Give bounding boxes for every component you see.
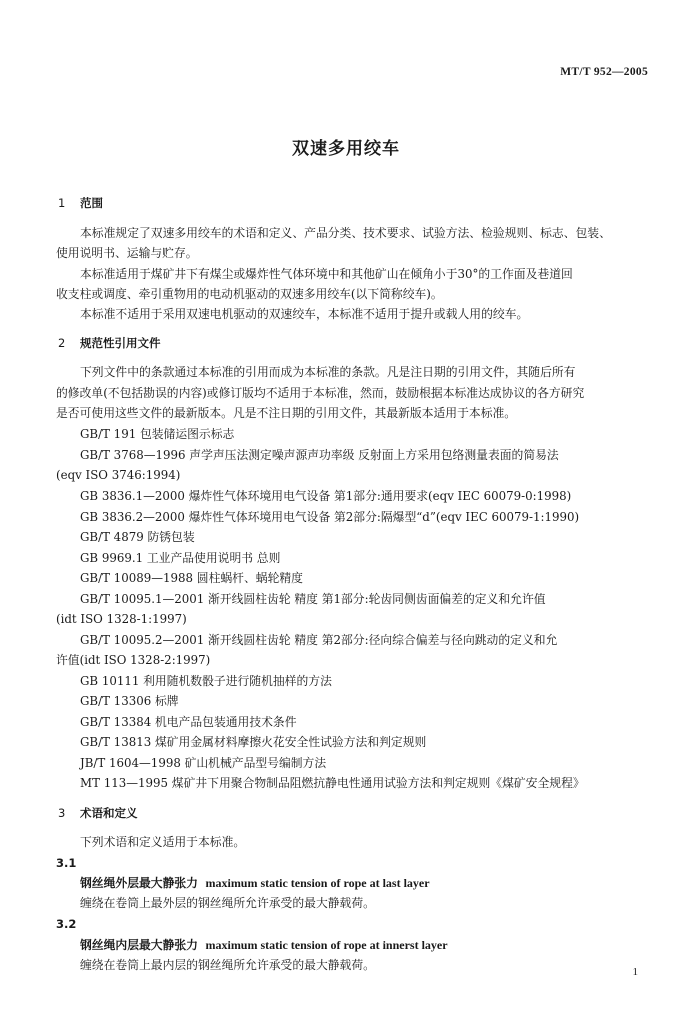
reference-item: GB/T 13384 机电产品包装通用技术条件 [80, 715, 297, 729]
section-title: 规范性引用文件 [80, 336, 161, 350]
paragraph-line: 的修改单(不包括勘误的内容)或修订版均不适用于本标准，然而，鼓励根据本标准达成协议的各方研究 [56, 386, 585, 400]
section-number: 2 [58, 336, 66, 350]
reference-item: GB/T 4879 防锈包装 [80, 530, 195, 544]
page-number: 1 [632, 966, 638, 978]
paragraph-line: 本标准适用于煤矿井下有煤尘或爆炸性气体环境中和其他矿山在倾角小于30°的工作面及巷道回 [80, 267, 573, 281]
standard-code: MT/T 952—2005 [560, 66, 648, 78]
term-definition: 缠绕在卷筒上最内层的钢丝绳所允许承受的最大静载荷。 [80, 958, 375, 972]
reference-item: GB/T 191 包装储运图示标志 [80, 427, 235, 441]
document-title: 双速多用绞车 [292, 139, 400, 159]
section-2-heading [58, 336, 161, 350]
paragraph-line: 本标准规定了双速多用绞车的术语和定义、产品分类、技术要求、试验方法、检验规则、标志、包装、 [80, 226, 611, 240]
section-title: 术语和定义 [80, 806, 138, 820]
section-number: 1 [58, 196, 66, 210]
reference-item: GB/T 13306 标牌 [80, 694, 179, 708]
paragraph-line: 收支柱或调度、牵引重物用的电动机驱动的双速多用绞车(以下简称绞车)。 [56, 287, 443, 301]
reference-item-continuation: (idt ISO 1328-1:1997) [56, 612, 187, 626]
section-1-heading [58, 196, 103, 210]
term-name-zh: 钢丝绳外层最大静张力 [80, 876, 198, 890]
term-definition: 缠绕在卷筒上最外层的钢丝绳所允许承受的最大静载荷。 [80, 896, 375, 910]
reference-item: GB 10111 利用随机数骰子进行随机抽样的方法 [80, 674, 332, 688]
reference-item: GB/T 10089—1988 圆柱蜗杆、蜗轮精度 [80, 571, 303, 585]
paragraph-line: 下列文件中的条款通过本标准的引用而成为本标准的条款。凡是注日期的引用文件，其随后所有 [80, 365, 576, 379]
term-heading [80, 876, 430, 890]
paragraph-line: 本标准不适用于采用双速电机驱动的双速绞车，本标准不适用于提升或载人用的绞车。 [80, 307, 529, 321]
reference-item: JB/T 1604—1998 矿山机械产品型号编制方法 [80, 756, 327, 770]
section-title: 范围 [80, 196, 103, 210]
term-number: 3.2 [56, 917, 77, 931]
reference-item-continuation: 许值(idt ISO 1328-2:1997) [56, 653, 211, 667]
term-name-zh: 钢丝绳内层最大静张力 [80, 938, 198, 952]
reference-item: GB/T 10095.2—2001 渐开线圆柱齿轮 精度 第2部分:径向综合偏差与径向跳动的定义和允 [80, 633, 558, 647]
reference-item: GB/T 10095.1—2001 渐开线圆柱齿轮 精度 第1部分:轮齿同侧齿面偏差的定义和允许值 [80, 592, 546, 606]
section-3-heading [58, 806, 138, 820]
term-name-en: maximum static tension of rope at last layer [205, 876, 430, 890]
reference-item: GB/T 3768—1996 声学声压法测定噪声源声功率级 反射面上方采用包络测量表面的简易法 [80, 448, 559, 462]
reference-item: MT 113—1995 煤矿井下用聚合物制品阻燃抗静电性通用试验方法和判定规则《煤矿安全规程》 [80, 776, 585, 790]
term-heading [80, 938, 448, 952]
section-number: 3 [58, 806, 66, 820]
reference-item: GB 3836.1—2000 爆炸性气体环境用电气设备 第1部分:通用要求(eqv IEC 60079-0:1998) [80, 489, 572, 503]
reference-item: GB 3836.2—2000 爆炸性气体环境用电气设备 第2部分:隔爆型“d”(eqv IEC 60079-1:1990) [80, 510, 580, 524]
reference-item-continuation: (eqv ISO 3746:1994) [56, 468, 181, 482]
paragraph-line: 下列术语和定义适用于本标准。 [80, 835, 246, 849]
paragraph-line: 使用说明书、运输与贮存。 [56, 246, 198, 260]
paragraph-line: 是否可使用这些文件的最新版本。凡是不注日期的引用文件，其最新版本适用于本标准。 [56, 406, 517, 420]
reference-item: GB 9969.1 工业产品使用说明书 总则 [80, 551, 281, 565]
term-name-en: maximum static tension of rope at innerst layer [205, 938, 448, 952]
reference-item: GB/T 13813 煤矿用金属材料摩擦火花安全性试验方法和判定规则 [80, 735, 427, 749]
term-number: 3.1 [56, 856, 77, 870]
